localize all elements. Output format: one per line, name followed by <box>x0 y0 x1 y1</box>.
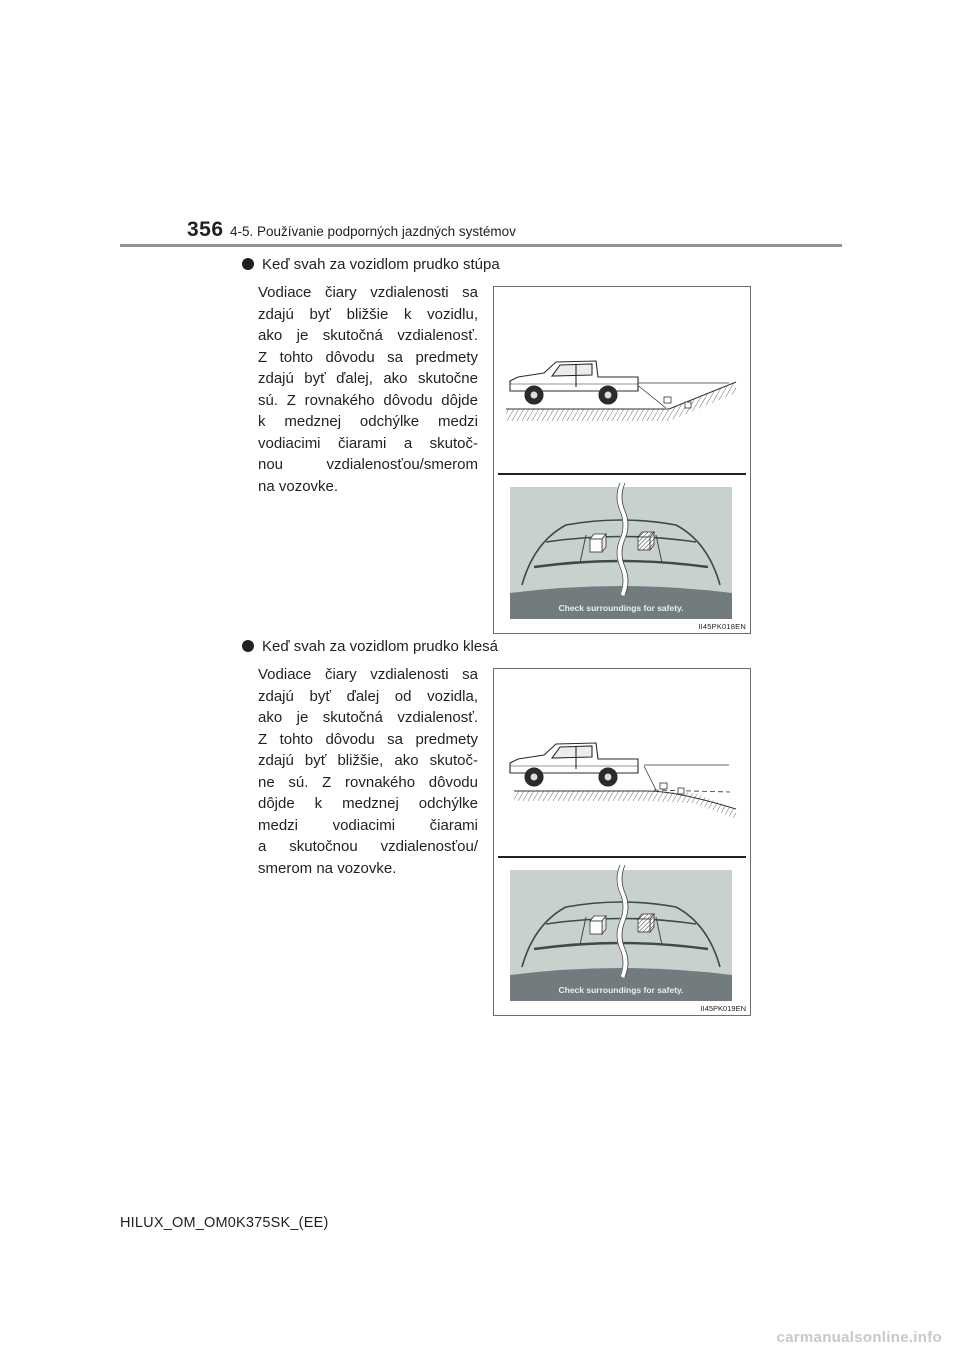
text-line: nou vzdialenosťou/smerom <box>258 456 478 473</box>
paragraph-downhill <box>258 664 478 879</box>
text-line: ako je skutočná vzdialenosť. <box>258 709 478 726</box>
camera-sightline <box>644 766 656 790</box>
bullet-icon <box>242 258 254 270</box>
figure-downhill <box>493 668 751 1016</box>
downhill-ground <box>514 791 736 819</box>
figure-code: II45PK018EN <box>698 622 746 631</box>
rear-camera-screen <box>510 483 732 619</box>
manual-code: HILUX_OM_OM0K375SK_(EE) <box>120 1215 329 1231</box>
screen-message: Check surroundings for safety. <box>558 603 684 613</box>
camera-sightline <box>654 790 730 792</box>
text-line: zdajú byť ďalej, ako skutočne <box>258 370 478 387</box>
pickup-truck-icon <box>510 361 638 404</box>
text-line: Z tohto dôvodu sa predmety <box>258 348 478 366</box>
text-line: k medznej odchýlke medzi <box>258 413 478 430</box>
paragraph-uphill <box>258 282 478 497</box>
text-line: Vodiace čiary vzdialenosti sa <box>258 284 478 301</box>
watermark: carmanualsonline.info <box>776 1329 942 1346</box>
text-line: zdajú byť bližšie k vozidlu, <box>258 305 478 323</box>
text-line: a skutočnou vzdialenosťou/ <box>258 838 478 855</box>
obstacle-box-icon <box>678 788 684 794</box>
text-line: vodiacimi čiarami a skutoč- <box>258 434 478 452</box>
obstacle-box-icon <box>590 534 606 552</box>
bullet-heading-uphill <box>242 256 500 273</box>
obstacle-box-icon <box>660 783 667 789</box>
obstacle-box-hatched-icon <box>638 532 654 550</box>
screen-message: Check surroundings for safety. <box>558 985 684 995</box>
figure-downhill-illustration <box>494 669 750 1015</box>
figure-uphill-illustration <box>494 287 750 633</box>
text-line: smerom na vozovke. <box>258 859 397 877</box>
text-line: Z tohto dôvodu sa predmety <box>258 730 478 748</box>
section-title: 4-5. Používanie podporných jazdných systémov <box>230 224 516 239</box>
obstacle-box-icon <box>664 397 671 403</box>
bullet-heading-downhill <box>242 638 498 655</box>
camera-sightline <box>636 384 666 408</box>
text-line: zdajú byť ďalej od vozidla, <box>258 687 478 705</box>
text-line: ako je skutočná vzdialenosť. <box>258 327 478 344</box>
figure-code: II45PK019EN <box>700 1004 746 1013</box>
text-line: Vodiace čiary vzdialenosti sa <box>258 666 478 683</box>
text-line: dôjde k medznej odchýlke <box>258 795 478 812</box>
obstacle-box-icon <box>685 402 691 408</box>
obstacle-box-icon <box>590 916 606 934</box>
rear-camera-screen <box>510 865 732 1001</box>
bullet-text: Keď svah za vozidlom prudko stúpa <box>262 256 500 273</box>
bullet-text: Keď svah za vozidlom prudko klesá <box>262 638 499 655</box>
page-number: 356 <box>187 218 224 241</box>
pickup-truck-icon <box>510 743 638 786</box>
figure-uphill <box>493 286 751 634</box>
text-line: ne sú. Z rovnakého dôvodu <box>258 773 478 791</box>
obstacle-box-hatched-icon <box>638 914 654 932</box>
text-line: sú. Z rovnakého dôvodu dôjde <box>258 391 478 409</box>
text-line: medzi vodiacimi čiarami <box>258 816 478 834</box>
text-line: na vozovke. <box>258 477 339 495</box>
bullet-icon <box>242 640 254 652</box>
header-rule <box>120 244 842 247</box>
text-line: zdajú byť bližšie, ako skutoč- <box>258 752 478 769</box>
